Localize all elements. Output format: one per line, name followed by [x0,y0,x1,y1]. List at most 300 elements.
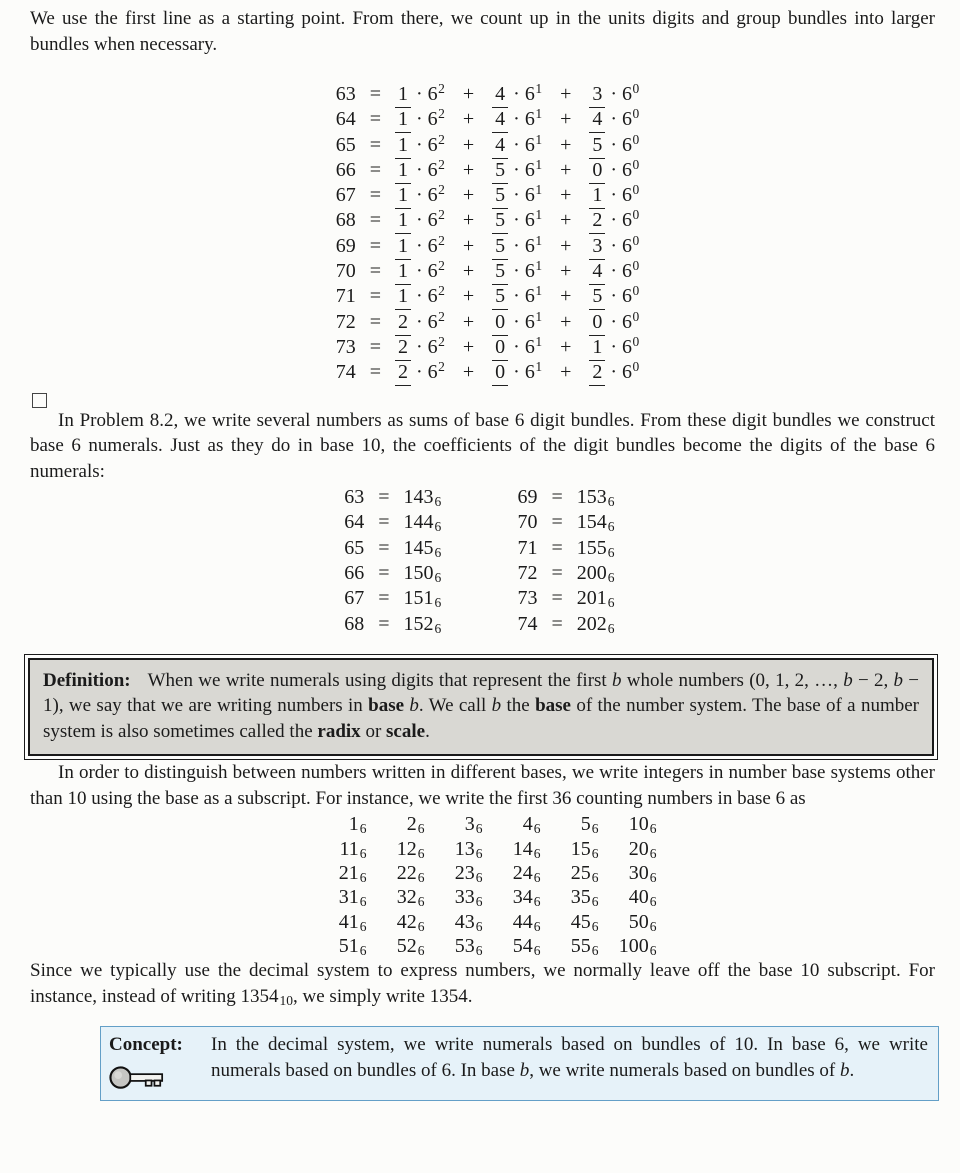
conversion-equation [332,536,459,561]
exponent: 0 [632,131,640,147]
exponent: 1 [535,283,543,299]
plus-sign: + [560,108,572,131]
equals-sign: = [551,561,563,584]
base-power: $6^1$ [524,131,543,156]
base6-numeral: $154_6$ [576,511,615,535]
base6-grid-cell: $52_6$ [396,934,425,958]
decimal-number: 72 [335,310,356,333]
conversion-row [30,536,935,561]
base-subscript: 6 [649,821,657,837]
equals-sign: = [369,285,381,308]
base-subscript: 6 [434,544,442,560]
base-power: $6^1$ [524,333,543,358]
underlined-coefficient: 0 [589,310,605,336]
grid-row [30,812,935,836]
base-subscript: 6 [434,519,442,535]
base6-grid-cell: $23_6$ [454,861,483,885]
base-subscript: 6 [533,845,541,861]
exponent: 1 [535,182,543,198]
exponent: 2 [438,207,445,223]
plus-sign: + [560,335,572,358]
base6-grid-cell: $4_6$ [522,813,541,837]
plus-sign: + [462,361,475,384]
multiplication-dot: · [513,133,520,156]
base-subscript: 6 [649,942,657,958]
base6-numeral: $144_6$ [403,511,442,535]
decimal-number: 73 [517,587,538,610]
base-subscript: 6 [434,620,442,636]
multiplication-dot: · [513,234,520,257]
paragraph-counting-up: We use the first line as a starting point. From there, we count up in the units digits and group bundles into larger bundles when necessary. [30,8,935,55]
base-power: $6^2$ [427,333,445,358]
exponent: 2 [438,81,445,96]
base6-grid-cell: $34_6$ [512,886,541,910]
base-subscript: 6 [533,821,541,837]
base6-grid-cell: $32_6$ [396,886,425,910]
base-subscript: 6 [417,894,425,910]
exponent: 1 [535,359,543,375]
plus-sign: + [462,234,475,257]
underlined-coefficient: 1 [589,335,605,361]
multiplication-dot: · [610,83,618,105]
base6-expansion-table [30,82,935,386]
conversion-row [30,561,935,586]
paragraph-decimal-convention: Since we typically use the decimal system to express numbers, we normally leave off the base 10 subscript. For instance, instead of writing $1354_{10}$, we simply write 1354. [30,960,935,1008]
base-subscript: 6 [434,569,442,585]
base-power: $6^0$ [622,232,640,257]
expansion-row [30,310,935,335]
grid-row [30,934,935,958]
multiplication-dot: · [415,234,423,257]
base6-numeral: $200_6$ [576,561,615,585]
underlined-coefficient: 2 [589,360,605,386]
base6-numeral: $150_6$ [403,561,442,585]
base-subscript: 6 [475,845,483,861]
exponent: 0 [632,182,640,198]
base-subscript: 6 [359,821,367,837]
base6-grid-cell: $35_6$ [570,886,599,910]
expansion-row [30,284,935,309]
concept-text: In the decimal system, we write numerals based on bundles of 10. In base 6, we write numerals based on bundles of 6. In base b, we write numerals based on bundles of b. [211,1034,928,1081]
base-subscript: 6 [475,821,483,837]
exponent: 2 [438,131,445,147]
plus-sign: + [462,335,475,358]
base-power: $6^2$ [427,359,445,384]
base-subscript: 6 [417,918,425,934]
decimal-number: 63 [335,83,356,105]
base6-numeral: $145_6$ [403,536,442,560]
underlined-coefficient: 5 [492,259,508,285]
base-power: $6^2$ [427,232,445,257]
base-subscript: 6 [417,869,425,885]
equals-sign: = [378,511,390,534]
exponent: 1 [535,156,543,172]
multiplication-dot: · [415,209,423,232]
multiplication-dot: · [513,184,520,207]
expansion-row [30,234,935,259]
plus-sign: + [462,133,475,156]
plus-sign: + [560,285,572,308]
plus-sign: + [560,184,572,207]
multiplication-dot: · [610,285,618,308]
base-power: $6^1$ [524,258,543,283]
decimal-number: 65 [344,536,365,559]
base-subscript: 6 [359,918,367,934]
expansion-row [30,158,935,183]
base-subscript: 6 [607,595,615,611]
underlined-coefficient: 0 [589,158,605,184]
base6-grid-cell: $53_6$ [454,934,483,958]
underlined-coefficient: 1 [589,183,605,209]
base6-numeral: $153_6$ [576,486,615,510]
exponent: 0 [632,258,640,274]
definition-box [24,654,938,761]
equals-sign: = [551,536,563,559]
multiplication-dot: · [610,108,618,131]
multiplication-dot: · [513,158,520,181]
underlined-coefficient: 5 [492,284,508,310]
definition-body: When we write numerals using digits that represent the first b whole numbers (0, 1, 2, …, b − 2, b − 1), we say that we are writing numbers in base b. We call b the base of the number system. The base of a number system is also sometimes called the radix or scale. [43,669,920,742]
base6-numeral: $152_6$ [403,612,442,636]
base6-numeral: $202_6$ [576,612,615,636]
plus-sign: + [560,133,572,156]
multiplication-dot: · [415,335,423,358]
base6-grid-cell: $51_6$ [338,934,367,958]
equals-sign: = [369,184,381,207]
base-power: $6^2$ [427,81,445,105]
exponent: 0 [632,283,640,299]
multiplication-dot: · [610,234,618,257]
base-subscript: 6 [649,918,657,934]
expansion-row [30,360,935,385]
base6-grid-cell: $2_6$ [406,813,425,837]
base-subscript: 6 [591,894,599,910]
base-power: $6^1$ [524,156,543,181]
plus-sign: + [462,310,475,333]
base-subscript: 6 [359,869,367,885]
underlined-coefficient: 5 [492,158,508,184]
underlined-coefficient: 2 [395,310,411,336]
base-power: $6^1$ [524,232,543,257]
base-subscript: 6 [591,869,599,885]
base6-grid-cell: $14_6$ [512,837,541,861]
plus-sign: + [462,184,475,207]
multiplication-dot: · [610,133,618,156]
base6-grid-cell: $11_6$ [339,837,367,861]
exponent: 1 [535,308,543,324]
base-subscript: 6 [359,845,367,861]
plus-sign: + [560,209,572,232]
multiplication-dot: · [610,260,618,283]
base-subscript: 6 [591,942,599,958]
base-subscript: 6 [475,918,483,934]
exponent: 1 [535,333,543,349]
exponent: 1 [535,81,543,96]
equals-sign: = [369,335,381,358]
base6-grid-cell: $24_6$ [512,861,541,885]
base6-grid-cell: $3_6$ [464,813,483,837]
expansion-row [30,82,935,107]
base6-grid-cell: $15_6$ [570,837,599,861]
underlined-coefficient: 1 [395,183,411,209]
exponent: 0 [632,359,640,375]
underlined-coefficient: 5 [589,133,605,159]
base6-grid-cell: $21_6$ [338,861,367,885]
decimal-number: 68 [344,612,365,635]
base-power: $6^0$ [622,258,640,283]
base6-numeral: $155_6$ [576,536,615,560]
exponent: 2 [438,283,445,299]
multiplication-dot: · [415,108,423,131]
conversion-equation [506,536,633,561]
underlined-coefficient: 1 [395,107,411,133]
underlined-coefficient: 3 [589,234,605,260]
base-subscript: 6 [359,894,367,910]
decimal-number: 66 [335,158,356,181]
decimal-number: 71 [335,285,356,308]
decimal-number: 74 [517,612,538,635]
conversion-row [30,612,935,637]
base-power: $6^0$ [622,308,640,333]
decimal-number: 69 [517,486,538,509]
base-subscript: 6 [533,894,541,910]
base-power: $6^1$ [524,283,543,308]
exponent: 2 [438,359,445,375]
multiplication-dot: · [415,83,423,105]
base6-grid-cell: $10_6$ [628,813,657,837]
base-power: $6^1$ [524,207,543,232]
base-power: $6^1$ [524,308,543,333]
multiplication-dot: · [513,335,520,358]
exponent: 1 [535,232,543,248]
underlined-coefficient: 4 [589,259,605,285]
multiplication-dot: · [415,260,423,283]
base-subscript: 6 [591,821,599,837]
conversion-row [30,510,935,535]
base-power: $6^2$ [427,106,445,131]
plus-sign: + [462,83,475,105]
underlined-coefficient: 0 [492,335,508,361]
underlined-coefficient: 0 [492,360,508,386]
decimal-number: 74 [335,361,356,384]
grid-row [30,837,935,861]
base-power: $6^2$ [427,207,445,232]
expansion-row [30,133,935,158]
decimal-number: 66 [344,561,365,584]
underlined-coefficient: 5 [589,284,605,310]
multiplication-dot: · [513,285,520,308]
multiplication-dot: · [415,184,423,207]
multiplication-dot: · [415,285,423,308]
base6-grid-cell: $44_6$ [512,910,541,934]
multiplication-dot: · [415,310,423,333]
plus-sign: + [560,234,572,257]
underlined-coefficient: 3 [589,82,605,108]
base-subscript: 6 [434,494,442,510]
equals-sign: = [369,133,381,156]
exponent: 2 [438,258,445,274]
concept-label: Concept: [109,1034,183,1056]
underlined-coefficient: 5 [492,208,508,234]
exponent: 2 [438,333,445,349]
base-power: $6^0$ [622,207,640,232]
expansion-row [30,335,935,360]
base6-grid-cell: $45_6$ [570,910,599,934]
decimal-number: 70 [335,260,356,283]
decimal-number: 69 [335,234,356,257]
underlined-coefficient: 1 [395,133,411,159]
base-power: $6^1$ [524,106,543,131]
underlined-coefficient: 1 [395,208,411,234]
base6-grid-cell: $42_6$ [396,910,425,934]
underlined-coefficient: 1 [395,234,411,260]
base6-grid-cell: $31_6$ [338,886,367,910]
paragraph-problem-8-2: In Problem 8.2, we write several numbers as sums of base 6 digit bundles. From these digit bundles we construct base 6 numerals. Just as they do in base 10, the coefficients of the digit bundles become the digits of the base 6 numerals: [30,409,935,482]
conversion-equation [332,561,459,586]
base6-grid-cell: $1_6$ [348,813,367,837]
exponent: 0 [632,156,640,172]
equals-sign: = [369,361,381,384]
base-power: $6^2$ [427,156,445,181]
plus-sign: + [560,361,572,384]
conversion-equation [332,485,459,510]
base-power: $6^0$ [622,131,640,156]
base6-grid-cell: $55_6$ [570,934,599,958]
qed-square [32,393,47,408]
base6-grid-cell: $22_6$ [396,861,425,885]
decimal-number: 71 [517,536,538,559]
multiplication-dot: · [513,310,520,333]
base6-grid-cell: $41_6$ [338,910,367,934]
underlined-coefficient: 1 [395,158,411,184]
concept-label-column [109,1032,211,1095]
conversion-row [30,485,935,510]
base-power: $6^1$ [524,81,543,105]
base6-grid-cell: $50_6$ [628,910,657,934]
base6-numeral: $143_6$ [403,486,442,510]
base-subscript: 6 [607,519,615,535]
plus-sign: + [462,108,475,131]
base6-numeral: $151_6$ [403,587,442,611]
base-subscript: 6 [417,845,425,861]
base-power: $6^0$ [622,333,640,358]
base-power: $6^0$ [622,81,640,105]
base-subscript: 6 [591,845,599,861]
multiplication-dot: · [415,361,423,384]
equals-sign: = [378,536,390,559]
decimal-number: 72 [517,561,538,584]
multiplication-dot: · [415,133,423,156]
paragraph-base-subscript: In order to distinguish between numbers written in different bases, we write integers in number base systems other than 10 using the base as a subscript. For instance, we write the first 36 counting numbers in base 6 as [30,762,935,809]
decimal-number: 73 [335,335,356,358]
decimal-number: 70 [517,511,538,534]
equals-sign: = [369,108,381,131]
base-subscript: 6 [475,942,483,958]
underlined-coefficient: 4 [492,133,508,159]
exponent: 1 [535,258,543,274]
underlined-coefficient: 5 [492,234,508,260]
underlined-coefficient: 5 [492,183,508,209]
base-subscript: 6 [417,821,425,837]
multiplication-dot: · [610,158,618,181]
grid-row [30,885,935,909]
decimal-number: 64 [335,108,356,131]
base-power: $6^1$ [524,182,543,207]
underlined-coefficient: 4 [589,107,605,133]
exponent: 2 [438,232,445,248]
exponent: 0 [632,308,640,324]
base-power: $6^2$ [427,258,445,283]
multiplication-dot: · [610,310,618,333]
plus-sign: + [560,260,572,283]
exponent: 2 [438,106,445,122]
base-subscript: 6 [475,869,483,885]
equals-sign: = [369,260,381,283]
base-subscript: 6 [649,845,657,861]
base-subscript: 6 [607,544,615,560]
expansion-row [30,107,935,132]
multiplication-dot: · [415,158,423,181]
multiplication-dot: · [513,108,520,131]
underlined-coefficient: 1 [395,259,411,285]
base-subscript: 6 [533,918,541,934]
equals-sign: = [551,587,563,610]
key-icon [109,1062,167,1095]
decimal-number: 67 [344,587,365,610]
grid-row [30,861,935,885]
decimal-number: 65 [335,133,356,156]
base-subscript: 6 [607,569,615,585]
exponent: 2 [438,308,445,324]
exponent: 1 [535,106,543,122]
base-subscript: 6 [533,942,541,958]
equals-sign: = [369,234,381,257]
plus-sign: + [560,158,572,181]
base-power: $6^2$ [427,308,445,333]
base-power: $6^0$ [622,283,640,308]
multiplication-dot: · [513,209,520,232]
conversion-equation [506,510,633,535]
concept-box [100,1026,939,1101]
base-subscript: 6 [434,595,442,611]
base6-grid-cell: $54_6$ [512,934,541,958]
equals-sign: = [378,561,390,584]
underlined-coefficient: 4 [492,82,508,108]
base-power: $6^2$ [427,131,445,156]
underlined-coefficient: 1 [395,82,411,108]
base6-grid-cell: $100_6$ [618,934,657,958]
definition-text [43,668,919,745]
conversion-equation [332,586,459,611]
base-power: $6^0$ [622,106,640,131]
underlined-coefficient: 2 [395,335,411,361]
expansion-row [30,208,935,233]
base-power: $6^0$ [622,182,640,207]
multiplication-dot: · [610,335,618,358]
equals-sign: = [378,612,390,635]
base6-grid-cell: $33_6$ [454,886,483,910]
base6-grid-cell: $5_6$ [580,813,599,837]
plus-sign: + [462,285,475,308]
base-power: $6^1$ [524,359,543,384]
equals-sign: = [551,511,563,534]
underlined-coefficient: 2 [395,360,411,386]
underlined-coefficient: 0 [492,310,508,336]
exponent: 0 [632,106,640,122]
base-power: $6^2$ [427,283,445,308]
underlined-coefficient: 1 [395,284,411,310]
conversion-equation [332,510,459,535]
